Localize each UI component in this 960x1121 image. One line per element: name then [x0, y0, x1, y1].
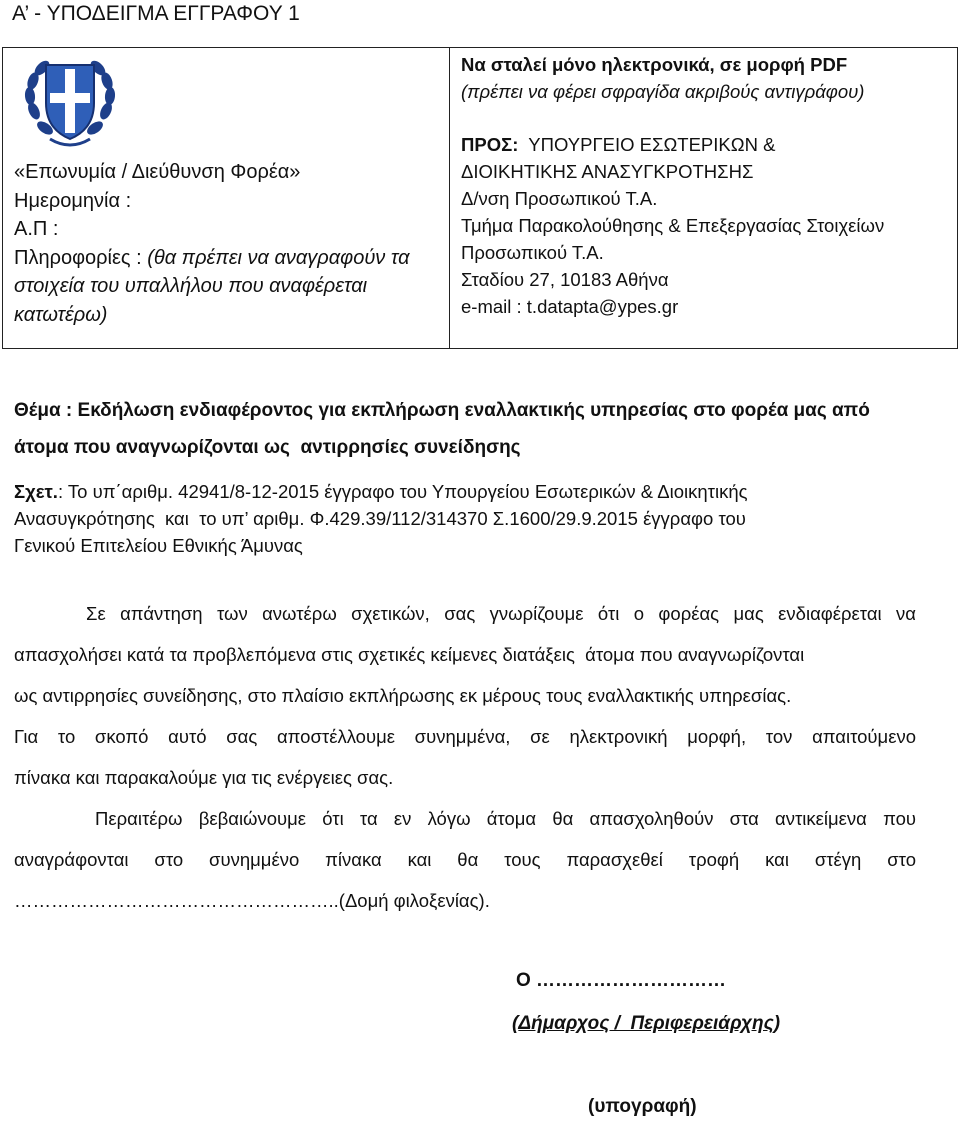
sender-info-note: (θα πρέπει να αναγραφούν τα — [147, 246, 410, 269]
header-box-divider — [449, 47, 450, 349]
recipient-label: ΠΡΟΣ: — [461, 134, 519, 155]
recipient-line-5: Προσωπικού Τ.Α. — [461, 242, 604, 263]
body-paragraph-1-line-1: Σε απάντηση των ανωτέρω σχετικών, σας γνωρίζουμε ότι ο φορέας μας ενδιαφέρεται να — [14, 603, 916, 624]
recipient-address: Σταδίου 27, 10183 Αθήνα — [461, 269, 669, 290]
body-paragraph-2-line-1: Για το σκοπό αυτό σας αποστέλλουμε συνημμένα, σε ηλεκτρονική μορφή, τον απαιτούμενο — [14, 726, 916, 747]
page-title: Α’ - ΥΠΟΔΕΙΓΜΑ ΕΓΓΡΑΦΟΥ 1 — [12, 2, 300, 25]
send-notice-note: (πρέπει να φέρει σφραγίδα ακριβούς αντιγράφου) — [461, 81, 865, 102]
signature-placeholder: (υπογραφή) — [588, 1096, 697, 1117]
sender-date: Ημερομηνία : — [14, 189, 132, 212]
recipient-line-4: Τμήμα Παρακολούθησης & Επεξεργασίας Στοιχείων — [461, 215, 885, 236]
references-label: Σχετ. — [14, 481, 58, 502]
subject-line-2: άτομα που αναγνωρίζονται ως αντιρρησίες συνείδησης — [14, 437, 521, 458]
sender-info-note-end: κατωτέρω) — [14, 303, 108, 326]
sender-info-label: Πληροφορίες : — [14, 246, 148, 269]
references-line-3: Γενικού Επιτελείου Εθνικής Άμυνας — [14, 535, 303, 556]
signatory-name: Ο ………………………… — [516, 970, 727, 991]
sender-info-line — [14, 244, 444, 273]
body-paragraph-3-line-3: ……………………………………………..(Δομή φιλοξενίας). — [14, 890, 490, 911]
sender-name: «Επωνυμία / Διεύθυνση Φορέα» — [14, 161, 301, 183]
recipient-email: e-mail : t.datapta@ypes.gr — [461, 296, 679, 317]
body-paragraph-3-line-1: Περαιτέρω βεβαιώνουμε ότι τα εν λόγω άτομα θα απασχοληθούν στα αντικείμενα που — [14, 808, 916, 829]
send-notice — [461, 51, 864, 105]
subject — [14, 392, 870, 466]
greek-coat-of-arms-icon — [20, 51, 120, 156]
letter-body — [14, 596, 916, 924]
body-paragraph-1-line-3: ως αντιρρησίες συνείδησης, στο πλαίσιο εκπλήρωσης εκ μέρους τους εναλλακτικής υπηρεσίας. — [14, 685, 792, 706]
signatory-role: (Δήμαρχος / Περιφερειάρχης) — [512, 1013, 781, 1034]
body-paragraph-2-line-2: πίνακα και παρακαλούμε για τις ενέργειες σας. — [14, 767, 394, 788]
sender-info — [14, 158, 444, 330]
sender-protocol-number: Α.Π : — [14, 218, 59, 241]
references-line-1: Σχετ.: Το υπ΄αριθμ. 42941/8-12-2015 έγγραφο του Υπουργείου Εσωτερικών & Διοικητικής — [14, 481, 748, 502]
recipient-info — [461, 131, 884, 320]
recipient-line-2: ΔΙΟΙΚΗΤΙΚΗΣ ΑΝΑΣΥΓΚΡΟΤΗΣΗΣ — [461, 161, 754, 182]
references-line-2: Ανασυγκρότησης και το υπ’ αριθμ. Φ.429.39/112/314370 Σ.1600/29.9.2015 έγγραφο του — [14, 508, 746, 529]
body-paragraph-3-line-2: αναγράφονται στο συνημμένο πίνακα και θα τους παρασχεθεί τροφή και στέγη στο — [14, 849, 916, 870]
subject-line-1: Θέμα : Εκδήλωση ενδιαφέροντος για εκπλήρωση εναλλακτικής υπηρεσίας στο φορέα μας από — [14, 400, 870, 421]
references — [14, 478, 748, 559]
send-notice-main: Να σταλεί μόνο ηλεκτρονικά, σε μορφή PDF — [461, 54, 848, 75]
body-paragraph-1-line-2: απασχολήσει κατά τα προβλεπόμενα στις σχετικές κείμενες διατάξεις άτομα που αναγνωρίζονται — [14, 644, 805, 665]
sender-info-note-cont: στοιχεία του υπαλλήλου που αναφέρεται — [14, 275, 368, 298]
recipient-line-3: Δ/νση Προσωπικού Τ.Α. — [461, 188, 658, 209]
recipient-line-1: ΠΡΟΣ: ΥΠΟΥΡΓΕΙΟ ΕΣΩΤΕΡΙΚΩΝ & — [461, 134, 776, 155]
